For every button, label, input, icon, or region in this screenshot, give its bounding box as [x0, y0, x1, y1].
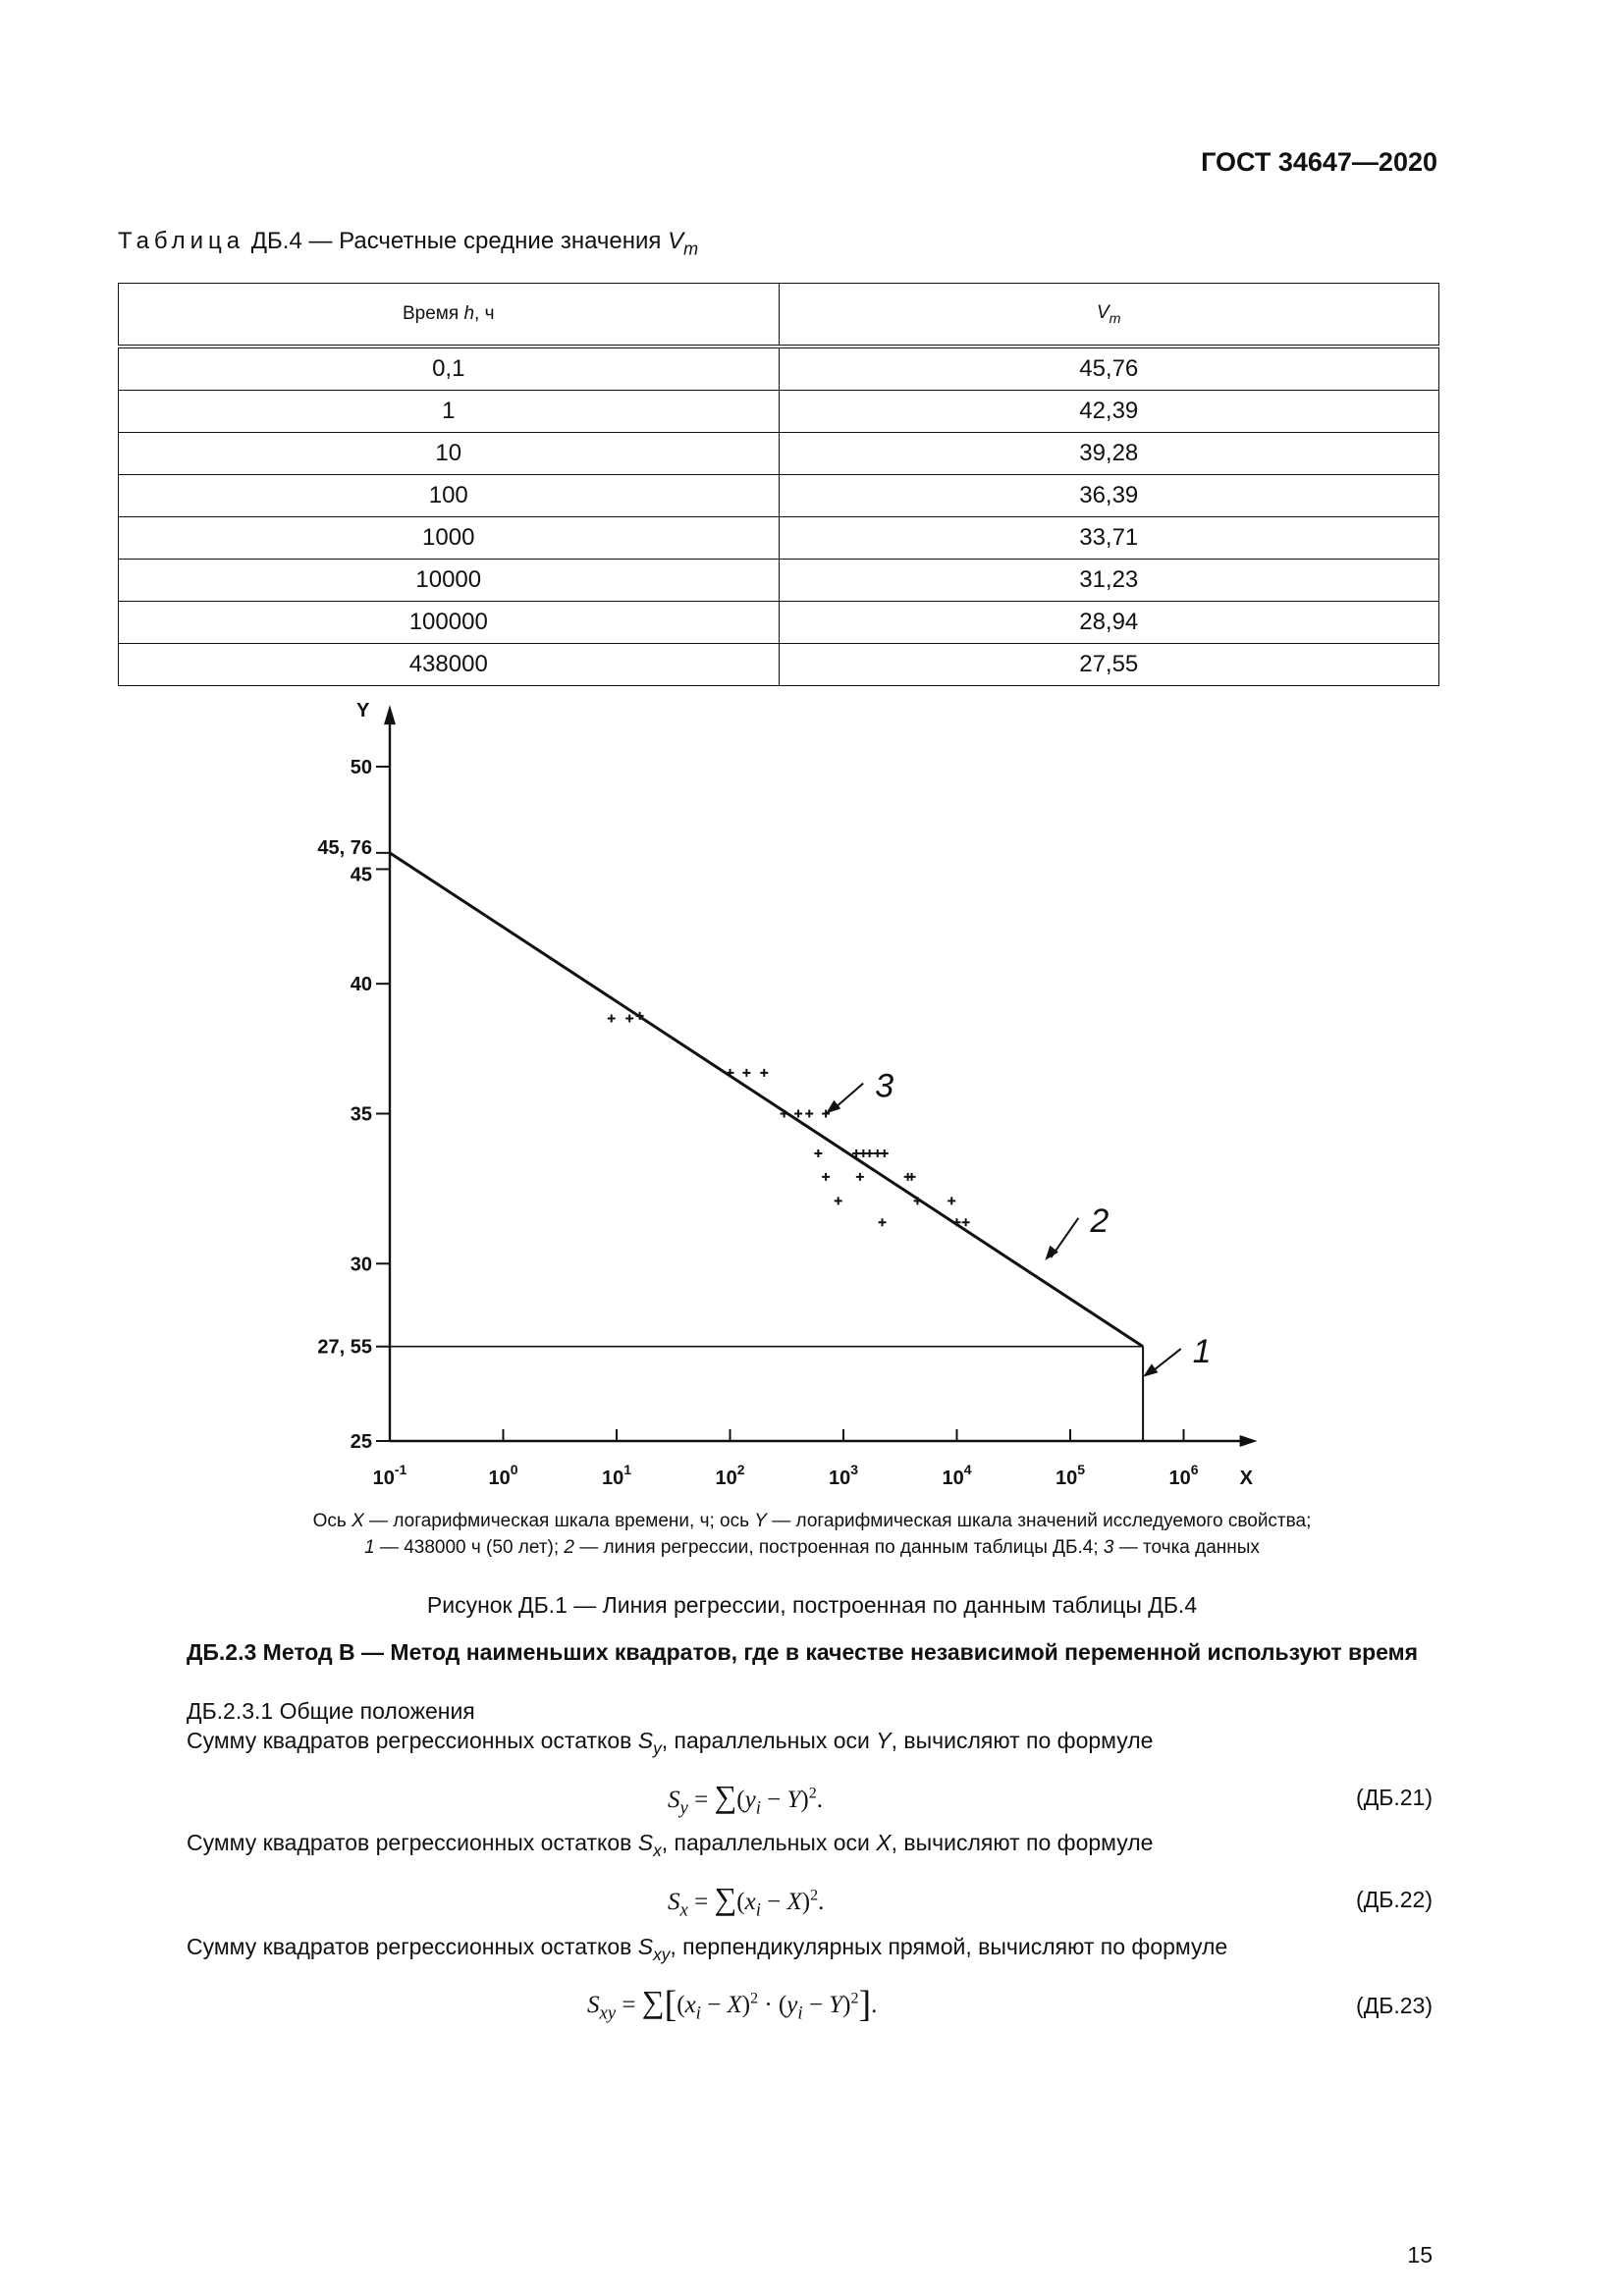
data-point: [879, 1218, 887, 1226]
data-point: [805, 1110, 813, 1118]
x-tick-label: $10^1$: [601, 1462, 632, 1489]
x-tick-label: $10^3$: [828, 1462, 859, 1489]
y-tick-label: 35: [350, 1103, 372, 1126]
data-point: [874, 1149, 882, 1157]
table-cell-time: 10: [119, 433, 780, 475]
callout-label-3: 3: [875, 1067, 894, 1105]
table-cell-vm: 39,28: [779, 433, 1439, 475]
x-axis-arrow: [1240, 1435, 1258, 1447]
table-cell-time: 1000: [119, 517, 780, 560]
table-cell-vm: 28,94: [779, 602, 1439, 644]
table-cell-vm: 45,76: [779, 347, 1439, 391]
table-cell-time: 0,1: [119, 347, 780, 391]
data-point: [908, 1173, 916, 1181]
x-tick-label: $10^{-1}$: [372, 1462, 407, 1489]
x-tick-label: $10^6$: [1168, 1462, 1199, 1489]
data-point: [625, 1014, 633, 1022]
document-code: ГОСТ 34647—2020: [1201, 147, 1437, 177]
y-tick-label: 40: [350, 974, 372, 996]
data-point: [760, 1069, 768, 1077]
y-tick-label: 30: [350, 1254, 372, 1276]
callout-arrowhead-2: [1045, 1246, 1058, 1260]
data-point: [881, 1149, 889, 1157]
x-tick-label: $10^0$: [488, 1462, 518, 1489]
table-cell-vm: 33,71: [779, 517, 1439, 560]
data-point: [866, 1149, 874, 1157]
page-number: 15: [1407, 2242, 1433, 2268]
table-header-vm: $V_m$: [779, 284, 1439, 347]
table-caption-label: Таблица: [118, 228, 245, 254]
equation-number-21: (ДБ.21): [1356, 1785, 1433, 1810]
callout-label-1: 1: [1192, 1333, 1212, 1371]
formula-sy: $S_y = \sum(y_i - Y)^2$.: [668, 1779, 823, 1819]
table-cell-vm: 36,39: [779, 475, 1439, 517]
data-point: [835, 1197, 842, 1204]
x-axis-label: X: [1239, 1468, 1253, 1489]
table-cell-time: 100000: [119, 602, 780, 644]
table-cell-vm: 42,39: [779, 391, 1439, 433]
section-subheading: ДБ.2.3.1 Общие положения: [187, 1698, 475, 1724]
table-cell-time: 100: [119, 475, 780, 517]
data-point: [794, 1110, 802, 1118]
regression-line: [390, 853, 1143, 1347]
callout-arrowhead-3: [826, 1100, 840, 1114]
data-point: [962, 1218, 970, 1226]
y-axis-label: Y: [356, 700, 370, 722]
y-tick-label: 45: [350, 864, 372, 886]
table-cell-time: 1: [119, 391, 780, 433]
table-caption-text: ДБ.4 — Расчетные средние значения: [244, 228, 669, 254]
table-cell-vm: 27,55: [779, 644, 1439, 686]
section-heading: ДБ.2.3 Метод B — Метод наименьших квадратов, где в качестве независимой переменной используют время: [187, 1639, 1419, 1665]
y-tick-label: 50: [350, 757, 372, 778]
table-caption-var: V: [668, 228, 684, 254]
chart-legend-line-2: 1 — 438000 ч (50 лет); 2 — линия регрессии, построенная по данным таблицы ДБ.4; 3 — точка данных: [364, 1537, 1260, 1558]
callout-arrowhead-1: [1143, 1363, 1158, 1376]
table-cell-vm: 31,23: [779, 560, 1439, 602]
table-header-time: Время h, ч: [119, 284, 780, 347]
data-point: [947, 1197, 955, 1204]
paragraph-sy: Сумму квадратов регрессионных остатков $S_y$, параллельных оси Y, вычисляют по формуле: [187, 1728, 1154, 1759]
callout-label-2: 2: [1090, 1201, 1110, 1240]
x-tick-label: $10^4$: [942, 1462, 972, 1489]
equation-number-22: (ДБ.22): [1356, 1887, 1433, 1912]
paragraph-sx: Сумму квадратов регрессионных остатков $S_x$, параллельных оси X, вычисляют по формуле: [187, 1830, 1154, 1861]
y-tick-label: 25: [350, 1431, 372, 1453]
data-point: [856, 1173, 864, 1181]
table-cell-time: 10000: [119, 560, 780, 602]
figure-caption: Рисунок ДБ.1 — Линия регрессии, построенная по данным таблицы ДБ.4: [426, 1592, 1198, 1618]
paragraph-sxy: Сумму квадратов регрессионных остатков $S_{xy}$, перпендикулярных прямой, вычисляют по формуле: [187, 1934, 1228, 1965]
table-cell-time: 438000: [119, 644, 780, 686]
x-tick-label: $10^2$: [715, 1462, 745, 1489]
data-point: [822, 1173, 830, 1181]
x-tick-label: $10^5$: [1055, 1462, 1086, 1489]
formula-sxy: $S_{xy} = \sum[(x_i - X)^2 \cdot (y_i - Y)^2]$.: [587, 1984, 878, 2025]
chart-legend-line-1: Ось X — логарифмическая шкала времени, ч; ось Y — логарифмическая шкала значений исследуемого свойства;: [312, 1511, 1312, 1531]
data-point: [608, 1014, 616, 1022]
y-axis-arrow: [384, 705, 396, 724]
data-point: [742, 1069, 750, 1077]
equation-number-23: (ДБ.23): [1356, 1993, 1433, 2018]
formula-sx: $S_x = \sum(x_i - X)^2$.: [668, 1881, 825, 1921]
data-point: [814, 1149, 822, 1157]
y-tick-label: 27, 55: [317, 1336, 372, 1359]
y-tick-label: 45, 76: [317, 836, 372, 859]
table-caption-sub: m: [683, 239, 699, 259]
